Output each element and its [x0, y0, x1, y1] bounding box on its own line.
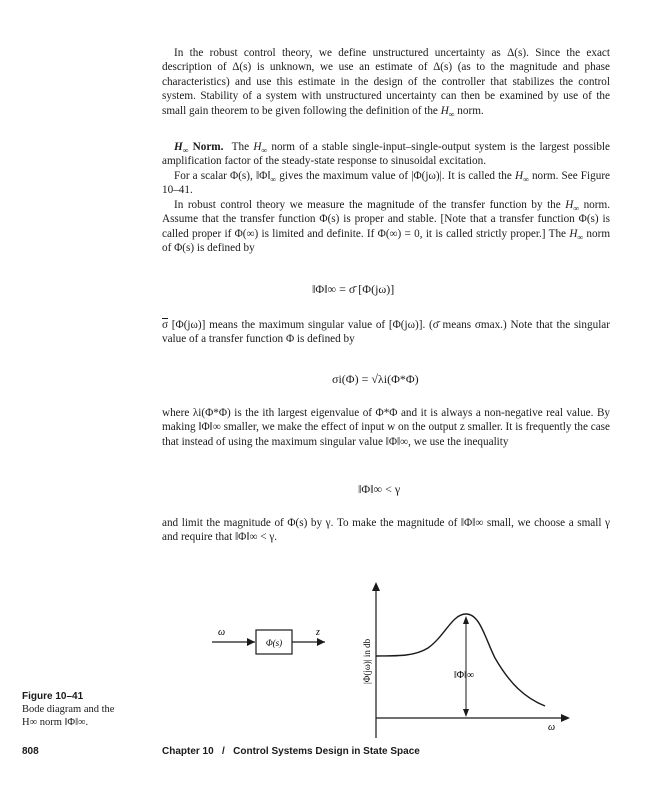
peak-arrow-bottom — [463, 709, 469, 717]
input-arrowhead — [247, 638, 255, 646]
y-axis-arrowhead — [372, 582, 380, 591]
bode-plot — [362, 582, 570, 738]
intro-end-text: norm. — [457, 104, 484, 117]
singular-value-equation: σi(Φ) = √λi(Φ*Φ) — [332, 372, 419, 386]
chapter-title: Chapter 10 / Control Systems Design in State Space — [162, 746, 420, 757]
block-diagram — [212, 627, 325, 654]
limit-text: and limit the magnitude of Φ(s) by γ. To make the magnitude of ‖Φ‖∞ small, we choose a small γ and require that ‖Φ‖∞ < γ. — [162, 517, 610, 544]
where-text: where λi(Φ*Φ) is the ith largest eigenvalue of Φ*Φ and it is always a non-negative real value. By making ‖Φ‖∞ smaller, we make the effect of input w on the output z smaller. It is frequently the case that instead of using the maximum singular value ‖Φ‖∞, we use the inequality — [162, 407, 610, 448]
scalar-text-b: gives the maximum value of |Φ(jω)|. It is called the — [279, 170, 512, 182]
magnitude-curve — [376, 614, 545, 706]
page-number: 808 — [22, 746, 39, 757]
y-axis-label: |Φ(jω)| in db — [362, 638, 372, 684]
robust-text-c: norm of Φ(s) is defined by — [162, 227, 611, 255]
robust-paragraph: In robust control theory we measure the magnitude of the transfer function by the $H_\infty$ norm. Assume that the transfer function Φ(s) is proper and stable. [Note that a transfer function Φ(s) is called proper if Φ(∞) is limited and definite. If Φ(∞) = 0, it is called strictly proper.] The $H_\infty$ norm of Φ(s) is defined by — [162, 199, 611, 255]
h-inf-symbol: $H_\infty$ — [440, 104, 455, 119]
block-label: Φ(s) — [265, 638, 283, 648]
scalar-text-a: For a scalar Φ(s), ‖Φ‖ — [174, 170, 271, 182]
hinf-def-b: norm of a stable single-input–single-output system is the largest possible amplification factor of the steady-state response to sinusoidal excitation. — [162, 141, 610, 168]
sigma-def-text: [Φ(jω)] means the maximum singular value of [Φ(jω)]. (σ̄ means σmax.) Note that the singular value of a transfer function Φ is defined by — [162, 319, 610, 346]
block-output-label: z — [316, 627, 320, 638]
block-input-label: ω — [218, 627, 226, 638]
where-paragraph — [162, 406, 610, 449]
intro-text: In the robust control theory, we define unstructured uncertainty as Δ(s). Since the exact description of Δ(s) is unknown, we use an estimate of Δ(s) (as to the magnitude and phase characteristics) and use this estimate in the design of the controller that stabilizes the control system. Stability of a system with unstructured uncertainty can then be examined by use of the small gain theorem to be given following the definition of the — [162, 47, 610, 117]
robust-text-a: In robust control theory we measure the magnitude of the transfer function by the — [174, 199, 561, 211]
sigma-paragraph: $\overline{\sigma}$ [Φ(jω)] means the maximum singular value of [Φ(jω)]. (σ̄ means σmax.) Note that the singular value of a transfer function Φ is defined by — [162, 319, 610, 346]
scalar-text-c: norm. See Figure 10–41. — [162, 170, 611, 197]
limit-paragraph — [162, 516, 610, 545]
intro-paragraph — [162, 46, 610, 118]
scalar-paragraph: For a scalar Φ(s), $‖\Phi‖_\infty$ gives the maximum value of |Φ(jω)|. It is called the $H_\infty$ norm. See Figure 10–41. — [162, 170, 611, 197]
caption-text: Bode diagram and the H∞ norm ‖Φ‖∞. — [22, 704, 115, 728]
peak-label: ‖Φ‖∞ — [454, 670, 475, 681]
inequality-equation: ‖Φ‖∞ < γ — [358, 482, 401, 496]
hinf-norm-equation: ‖Φ‖∞ = σ̄ [Φ(jω)] — [312, 282, 395, 296]
hinf-def-a: The — [231, 141, 250, 153]
caption-title: Figure 10–41 — [22, 691, 84, 702]
robust-text-b: norm. Assume that the transfer function Φ(s) is proper and stable. [Note that a transfer function Φ(s) is called proper if Φ(∞) is limited and definite. If Φ(∞) = 0, it is called strictly proper.] The — [162, 199, 610, 240]
hinf-heading-word: Norm. — [192, 141, 224, 153]
hinf-definition-paragraph: $H_\infty$ Norm. The $H_\infty$ norm of a stable single-input–single-output system is the largest possible amplification factor of the steady-state response to sinusoidal excitation. — [162, 141, 610, 168]
x-axis-label: ω — [548, 722, 556, 733]
hinf-heading-letter: H — [174, 141, 183, 153]
figure-caption — [22, 690, 132, 729]
x-axis-arrowhead — [561, 714, 570, 722]
output-arrowhead — [317, 638, 325, 646]
peak-arrow-top — [463, 616, 469, 624]
